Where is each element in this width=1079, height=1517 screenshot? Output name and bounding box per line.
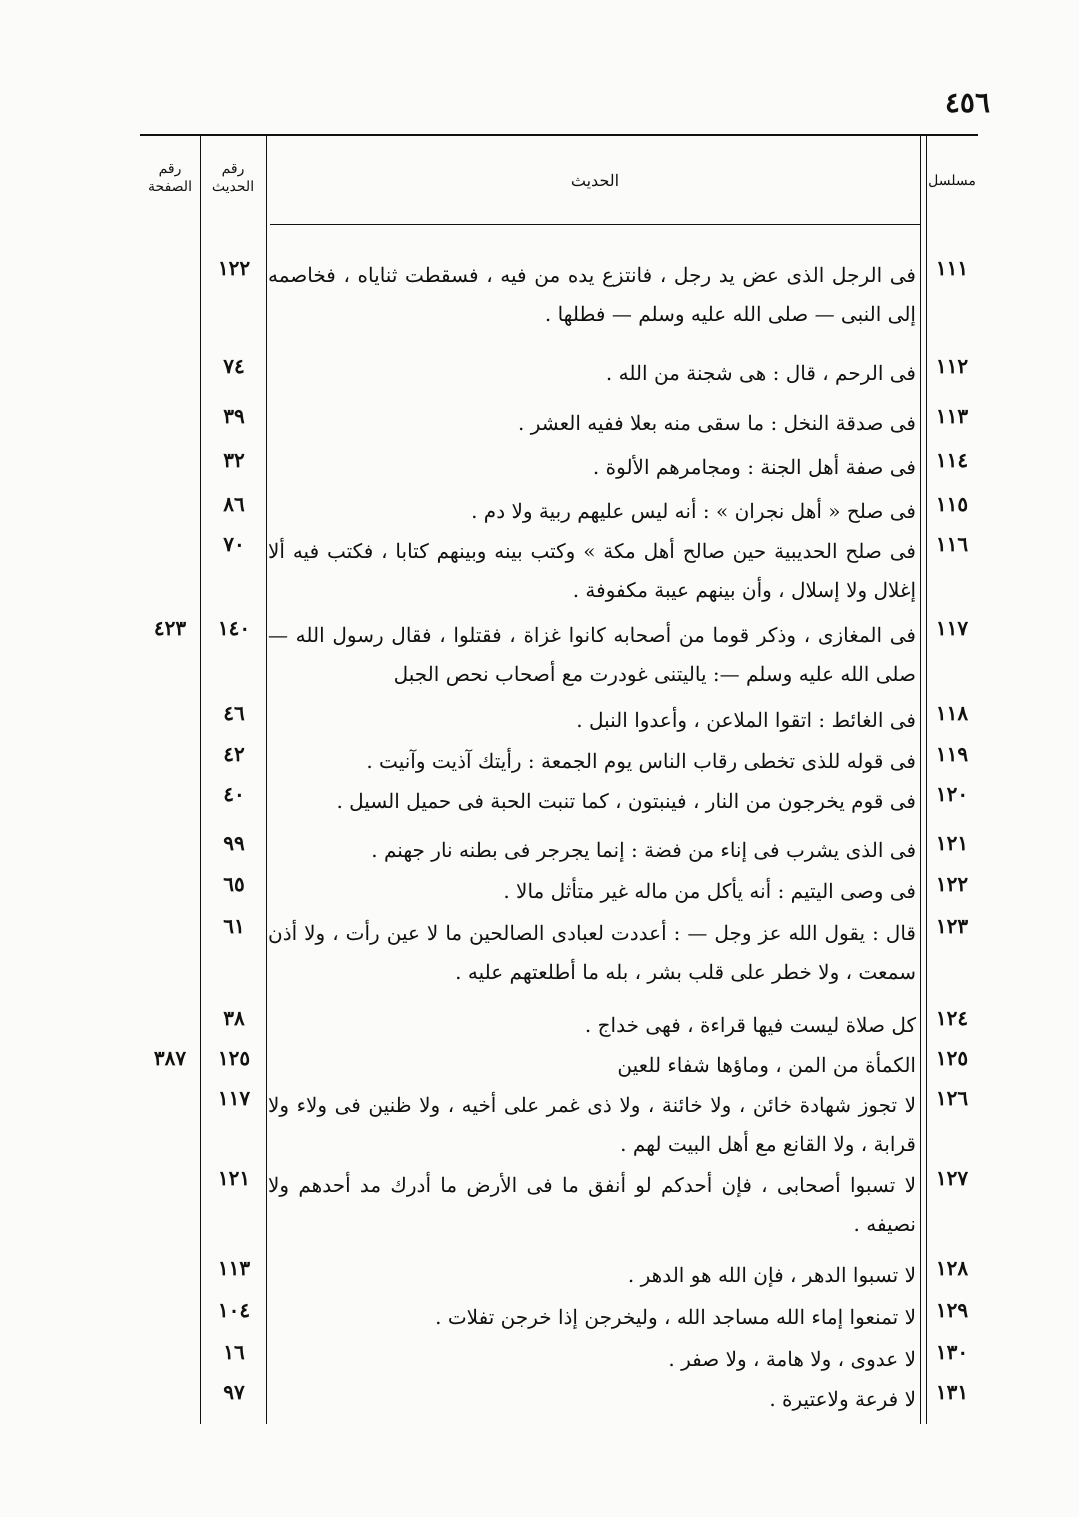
serial-number: ١٢٧	[935, 1166, 969, 1190]
hadith-number: ١٤٠	[217, 616, 251, 640]
hadith-number: ٤٢	[223, 742, 245, 766]
serial-number: ١٢١	[935, 831, 969, 855]
serial-number: ١١٢	[935, 354, 969, 378]
serial-number: ١٢٨	[935, 1256, 969, 1280]
hadith-text: فى الذى يشرب فى إناء من فضة : إنما يجرجر فى بطنه نار جهنم .	[371, 838, 916, 862]
hadith-text: لا عدوى ، ولا هامة ، ولا صفر .	[668, 1347, 916, 1371]
hadith-text: الكمأة من المن ، وماؤها شفاء للعين	[617, 1053, 916, 1077]
hadith-text: فى الرحم ، قال : هى شجنة من الله .	[605, 361, 916, 385]
column-divider	[200, 136, 201, 1424]
hadith-number: ٦١	[223, 914, 245, 938]
hadith-number: ١٢٥	[217, 1046, 251, 1070]
page-reference: ٤٢٣	[153, 616, 187, 640]
page-reference: ٣٨٧	[153, 1046, 187, 1070]
serial-number: ١٢٩	[935, 1298, 969, 1322]
page-number: ٤٥٦	[944, 86, 990, 119]
header-hadith: الحديث	[570, 171, 620, 190]
hadith-text: فى الغائط : اتقوا الملاعن ، وأعدوا النبل .	[576, 708, 916, 732]
hadith-text: لا تجوز شهادة خائن ، ولا خائنة ، ولا ذى غمر على أخيه ، ولا ظنين فى ولاء ولا قرابة ، ولا القانع مع أهل البيت لهم .	[268, 1093, 916, 1156]
serial-number: ١١١	[935, 256, 969, 280]
header-page-number: رقم الصفحة	[148, 161, 192, 195]
hadith-number: ٣٢	[223, 448, 245, 472]
hadith-text: لا تسبوا أصحابى ، فإن أحدكم لو أنفق ما فى الأرض ما أدرك مد أحدهم ولا نصيفه .	[268, 1173, 916, 1236]
hadith-number: ٧٤	[223, 354, 245, 378]
hadith-number: ٩٩	[223, 831, 245, 855]
serial-number: ١٢٥	[935, 1046, 969, 1070]
serial-number: ١٢٣	[935, 914, 969, 938]
hadith-text: فى صفة أهل الجنة : ومجامرهم الألوة .	[592, 455, 916, 479]
hadith-number: ٣٩	[223, 404, 245, 428]
hadith-number: ٤٦	[223, 701, 245, 725]
hadith-number: ١٢٢	[217, 256, 251, 280]
serial-number: ١١٤	[935, 448, 969, 472]
hadith-text: قال : يقول الله عز وجل — : أعددت لعبادى الصالحين ما لا عين رأت ، ولا أذن سمعت ، ولا خطر على قلب بشر ، بله ما أطلعتهم عليه .	[268, 921, 916, 984]
hadith-text: لا فرعة ولاعتيرة .	[769, 1387, 916, 1411]
serial-number: ١١٣	[935, 404, 969, 428]
hadith-number: ١٢١	[217, 1166, 251, 1190]
hadith-number: ٨٦	[223, 492, 245, 516]
serial-number: ١٢٠	[935, 782, 969, 806]
hadith-text: كل صلاة ليست فيها قراءة ، فهى خداج .	[584, 1013, 916, 1037]
serial-number: ١٢٢	[935, 872, 969, 896]
serial-number: ١١٨	[935, 701, 969, 725]
serial-number: ١١٧	[935, 616, 969, 640]
header-rule	[270, 224, 920, 225]
serial-number: ١٣٠	[935, 1340, 969, 1364]
hadith-number: ١١٣	[217, 1256, 251, 1280]
serial-number: ١١٥	[935, 492, 969, 516]
column-divider	[266, 136, 267, 1424]
serial-number: ١٢٦	[935, 1086, 969, 1110]
serial-number: ١١٩	[935, 742, 969, 766]
serial-number: ١١٦	[935, 532, 969, 556]
hadith-number: ٩٧	[223, 1380, 245, 1404]
hadith-text: فى صدقة النخل : ما سقى منه بعلا ففيه العشر .	[518, 411, 916, 435]
hadith-index-table	[140, 134, 978, 1434]
hadith-text: فى صلح « أهل نجران » : أنه ليس عليهم ربية ولا دم .	[471, 499, 916, 523]
header-hadith-number: رقم الحديث	[211, 161, 255, 195]
hadith-number: ٤٠	[223, 782, 245, 806]
hadith-text: فى الرجل الذى عض يد رجل ، فانتزع يده من فيه ، فسقطت ثناياه ، فخاصمه إلى النبى — صلى الله عليه وسلم — فطلها .	[268, 263, 916, 326]
hadith-number: ٧٠	[223, 532, 245, 556]
hadith-number: ١١٧	[217, 1086, 251, 1110]
hadith-text: لا تسبوا الدهر ، فإن الله هو الدهر .	[627, 1263, 916, 1287]
hadith-number: ١٦	[223, 1340, 245, 1364]
hadith-text: لا تمنعوا إماء الله مساجد الله ، وليخرجن إذا خرجن تفلات .	[435, 1305, 916, 1329]
hadith-text: فى قوم يخرجون من النار ، فينبتون ، كما تنبت الحبة فى حميل السيل .	[336, 789, 916, 813]
hadith-text: فى قوله للذى تخطى رقاب الناس يوم الجمعة : رأيتك آذيت وآنيت .	[366, 749, 916, 773]
hadith-text: فى وصى اليتيم : أنه يأكل من ماله غير متأثل مالا .	[503, 879, 916, 903]
serial-number: ١٣١	[935, 1380, 969, 1404]
column-divider	[920, 136, 921, 1424]
header-serial: مسلسل	[928, 173, 976, 189]
hadith-text: فى صلح الحديبية حين صالح أهل مكة » وكتب بينه وبينهم كتابا ، فكتب فيه ألا إغلال ولا إسلال ، وأن بينهم عيبة مكفوفة .	[268, 539, 916, 602]
column-divider	[926, 136, 927, 1424]
hadith-text: فى المغازى ، وذكر قوما من أصحابه كانوا غزاة ، فقتلوا ، فقال رسول الله — صلى الله عليه وسلم —: ياليتنى غودرت مع أصحاب نحص الجبل	[268, 623, 916, 686]
hadith-number: ١٠٤	[217, 1298, 251, 1322]
hadith-number: ٦٥	[223, 872, 245, 896]
hadith-number: ٣٨	[223, 1006, 245, 1030]
serial-number: ١٢٤	[935, 1006, 969, 1030]
